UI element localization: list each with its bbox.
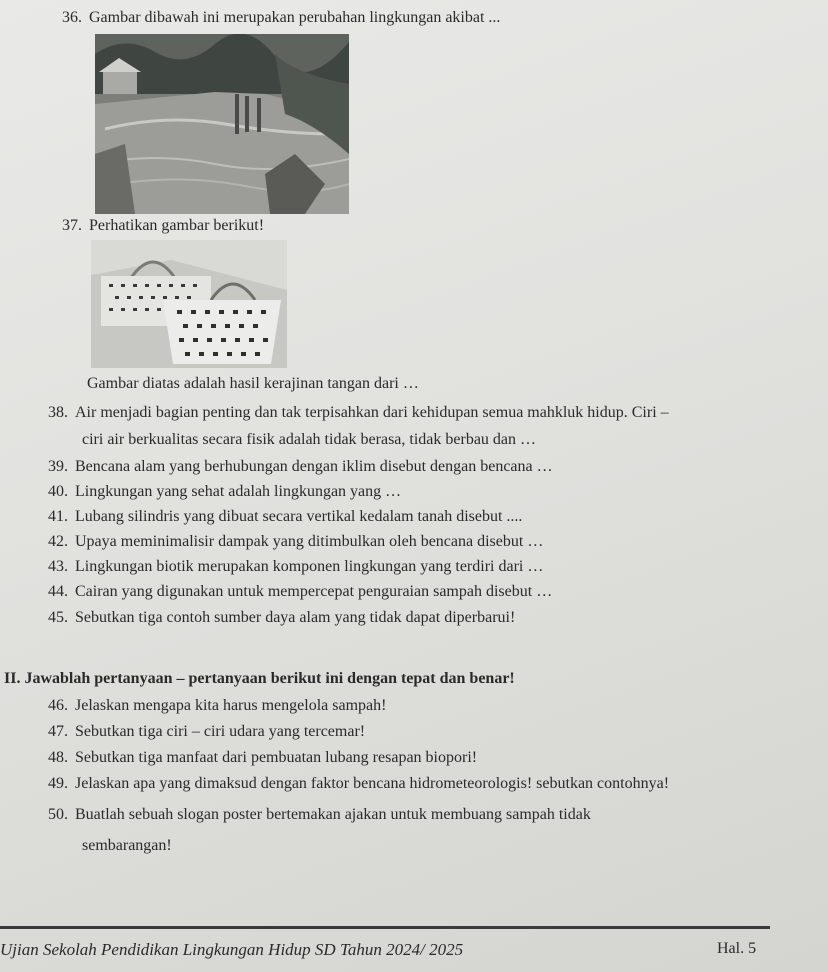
page-number: Hal. 5 xyxy=(717,940,757,957)
question-40 xyxy=(48,482,401,502)
question-number: 45. xyxy=(48,609,68,626)
question-text: Cairan yang digunakan untuk mempercepat penguraian sampah disebut … xyxy=(75,583,553,600)
footer-divider xyxy=(0,926,770,929)
question-text: Buatlah sebuah slogan poster bertemakan ajakan untuk membuang sampah tidak xyxy=(75,806,591,823)
question-38-continuation: ciri air berkualitas secara fisik adalah tidak berasa, tidak berbau dan … xyxy=(82,431,537,448)
question-number: 39. xyxy=(48,458,68,475)
question-number: 49. xyxy=(48,775,68,792)
question-number: 48. xyxy=(48,749,68,766)
question-text: Lingkungan yang sehat adalah lingkungan yang … xyxy=(75,483,402,500)
question-text: Sebutkan tiga manfaat dari pembuatan lubang resapan biopori! xyxy=(75,749,478,766)
question-text: Sebutkan tiga contoh sumber daya alam yang tidak dapat diperbarui! xyxy=(75,609,516,626)
question-text: Bencana alam yang berhubungan dengan iklim disebut dengan bencana … xyxy=(75,458,553,475)
question-text: Gambar dibawah ini merupakan perubahan lingkungan akibat ... xyxy=(89,9,501,26)
question-37 xyxy=(62,216,264,236)
question-49 xyxy=(48,774,669,794)
question-text: Lubang silindris yang dibuat secara vertikal kedalam tanah disebut .... xyxy=(75,508,523,525)
question-number: 46. xyxy=(48,697,68,714)
question-44 xyxy=(48,582,552,602)
question-45 xyxy=(48,608,515,628)
question-39 xyxy=(48,457,553,477)
question-number: 47. xyxy=(48,723,68,740)
question-number: 50. xyxy=(48,806,68,823)
question-text: Jelaskan apa yang dimaksud dengan faktor bencana hidrometeorologis! sebutkan contohnya! xyxy=(75,775,670,792)
question-number: 41. xyxy=(48,508,68,525)
question-text: Air menjadi bagian penting dan tak terpisahkan dari kehidupan semua mahkluk hidup. Ciri – xyxy=(75,404,669,421)
question-text: Sebutkan tiga ciri – ciri udara yang tercemar! xyxy=(75,723,366,740)
question-number: 44. xyxy=(48,583,68,600)
section-heading: II. Jawablah pertanyaan – pertanyaan berikut ini dengan tepat dan benar! xyxy=(4,670,515,687)
question-number: 43. xyxy=(48,558,68,575)
question-47 xyxy=(48,722,365,742)
question-text: Jelaskan mengapa kita harus mengelola sampah! xyxy=(75,697,387,714)
question-37-caption: Gambar diatas adalah hasil kerajinan tangan dari … xyxy=(87,375,419,392)
flood-photo xyxy=(95,34,349,214)
question-number: 40. xyxy=(48,483,68,500)
question-50 xyxy=(48,805,591,825)
question-text: Lingkungan biotik merupakan komponen lingkungan yang terdiri dari … xyxy=(75,558,544,575)
question-number: 37. xyxy=(62,217,82,234)
question-36 xyxy=(62,8,500,28)
footer-title: Ujian Sekolah Pendidikan Lingkungan Hidup SD Tahun 2024/ 2025 xyxy=(0,940,464,959)
question-number: 38. xyxy=(48,404,68,421)
woven-basket-photo xyxy=(91,240,287,368)
question-text: Perhatikan gambar berikut! xyxy=(89,217,265,234)
question-43 xyxy=(48,557,543,577)
question-41 xyxy=(48,507,522,527)
question-46 xyxy=(48,696,386,716)
question-48 xyxy=(48,748,477,768)
question-text: Upaya meminimalisir dampak yang ditimbulkan oleh bencana disebut … xyxy=(75,533,544,550)
question-38 xyxy=(48,403,669,423)
question-42 xyxy=(48,532,543,552)
question-50-continuation: sembarangan! xyxy=(82,837,172,854)
question-number: 36. xyxy=(62,9,82,26)
question-number: 42. xyxy=(48,533,68,550)
